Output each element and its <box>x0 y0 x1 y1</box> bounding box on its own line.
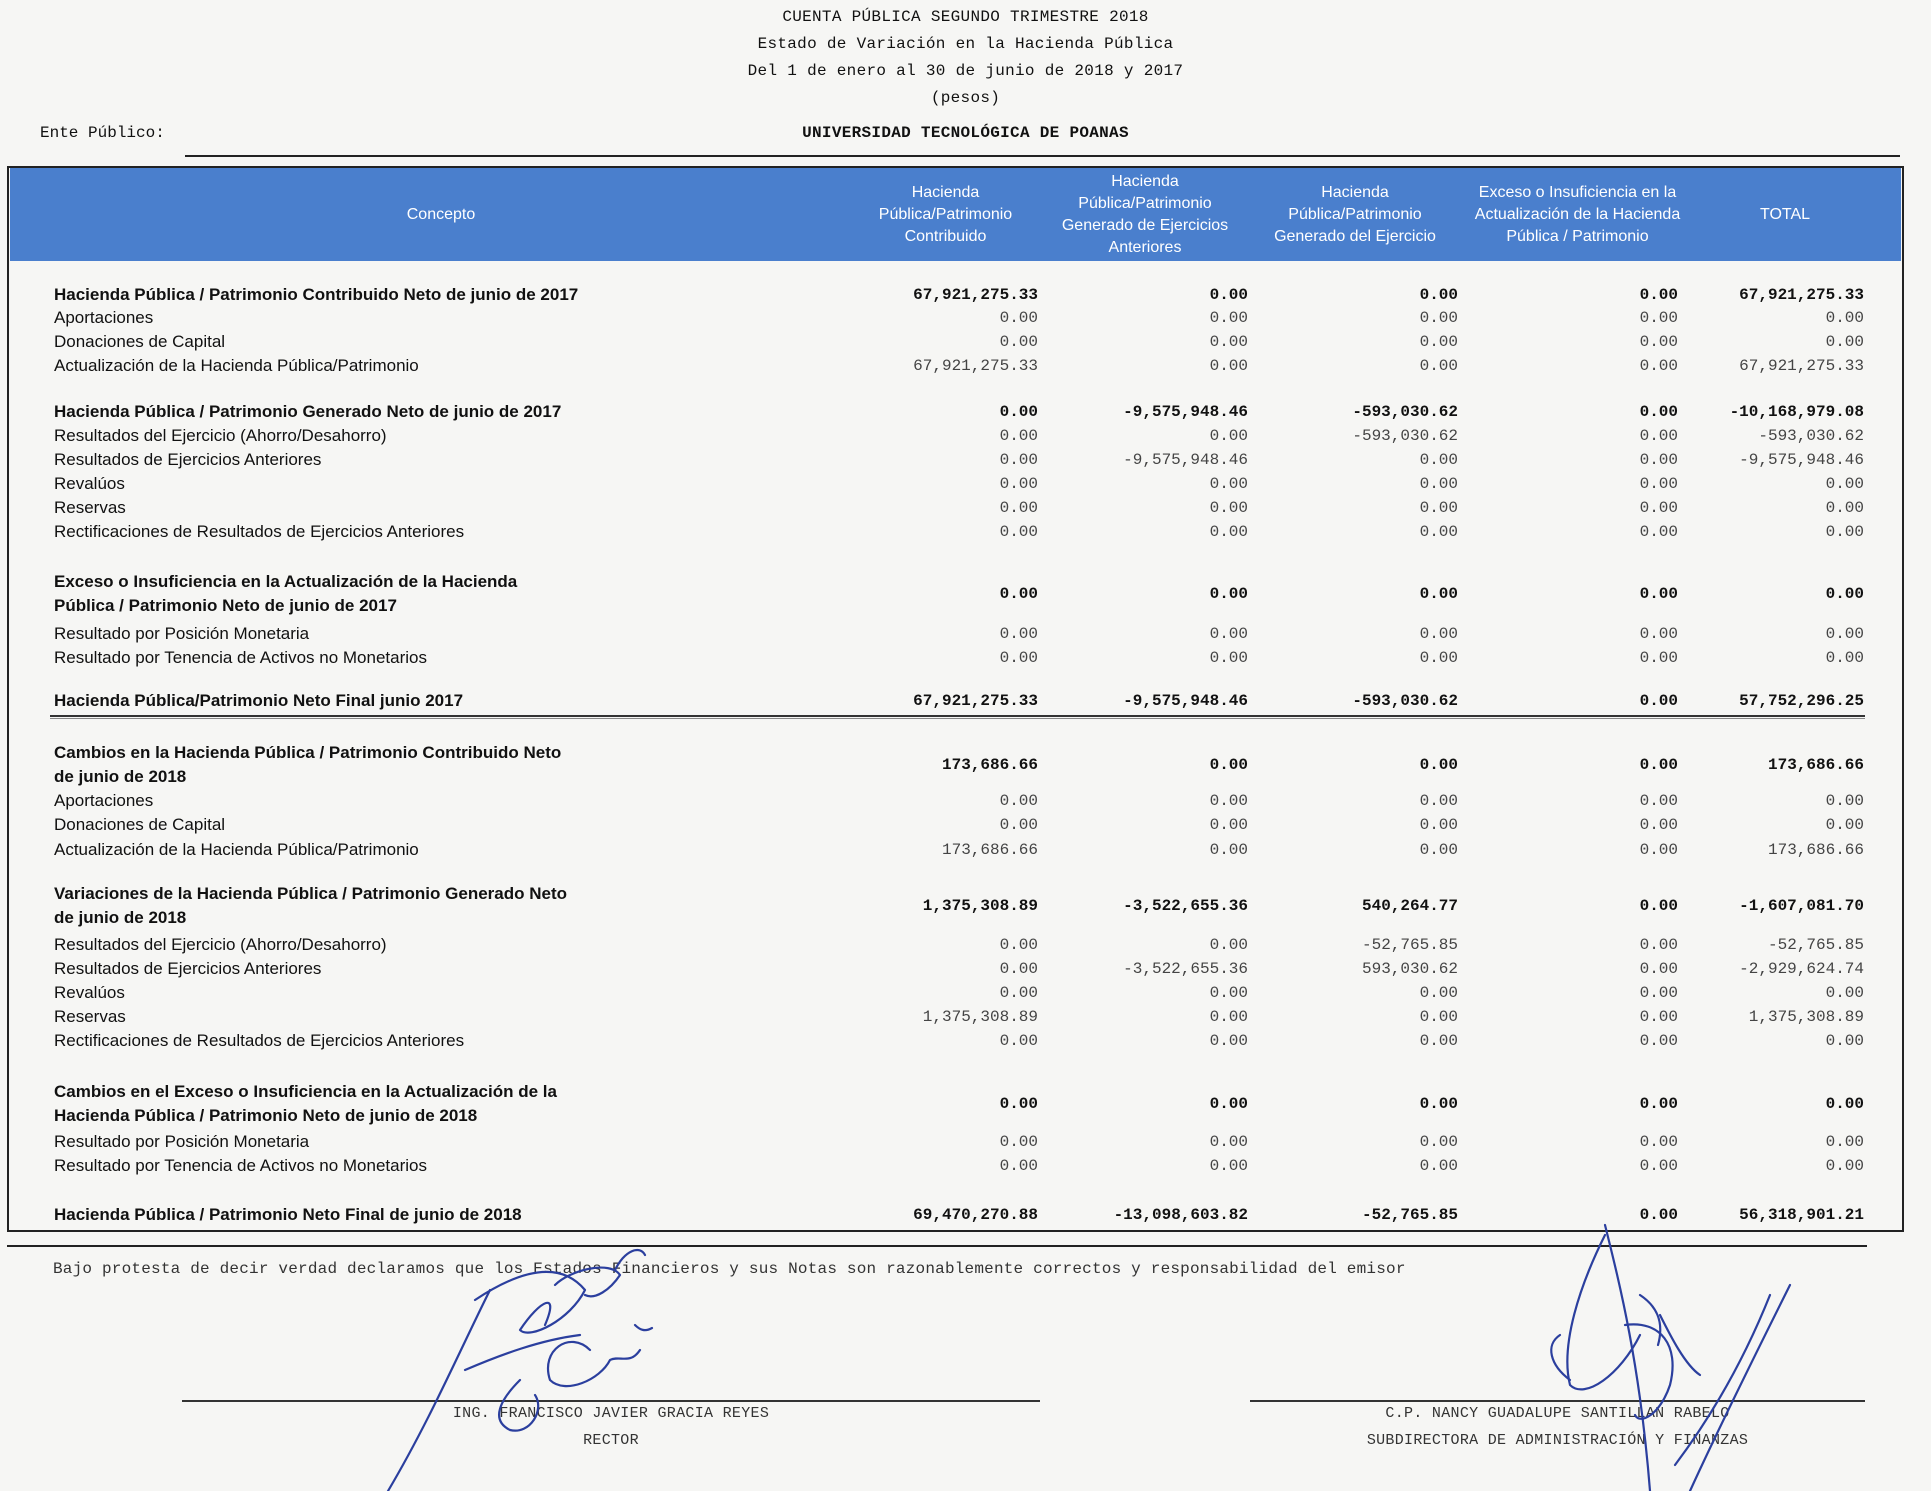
table-row <box>0 789 1931 813</box>
table-row <box>0 306 1931 330</box>
cell-total: -10,168,979.08 <box>1729 403 1864 421</box>
row-label: Hacienda Pública / Patrimonio Contribuido Neto de junio de 2017 <box>54 285 579 304</box>
cell-exceso-insuficiencia: 0.00 <box>1639 897 1678 915</box>
cell-total: 0.00 <box>1825 475 1864 493</box>
cell-ejercicios-anteriores: 0.00 <box>1209 625 1248 643</box>
cell-generado-ejercicio: 0.00 <box>1419 792 1458 810</box>
cell-total: 67,921,275.33 <box>1739 357 1864 375</box>
column-header-total: TOTAL <box>1759 205 1811 223</box>
cell-exceso-insuficiencia: 0.00 <box>1639 357 1678 375</box>
row-label: Actualización de la Hacienda Pública/Patrimonio <box>54 840 419 859</box>
cell-exceso-insuficiencia: 0.00 <box>1639 1008 1678 1026</box>
cell-generado-ejercicio: 0.00 <box>1419 585 1458 603</box>
cell-contribuido: 0.00 <box>999 984 1038 1002</box>
cell-ejercicios-anteriores: 0.00 <box>1209 756 1248 774</box>
report-title: CUENTA PÚBLICA SEGUNDO TRIMESTRE 2018 <box>782 8 1149 26</box>
cell-contribuido: 0.00 <box>999 451 1038 469</box>
table-row <box>0 957 1931 981</box>
cell-ejercicios-anteriores: 0.00 <box>1209 816 1248 834</box>
cell-ejercicios-anteriores: 0.00 <box>1209 792 1248 810</box>
cell-generado-ejercicio: 0.00 <box>1419 1032 1458 1050</box>
cell-total: -2,929,624.74 <box>1739 960 1864 978</box>
cell-exceso-insuficiencia: 0.00 <box>1639 427 1678 445</box>
table-row <box>0 520 1931 544</box>
cell-exceso-insuficiencia: 0.00 <box>1639 475 1678 493</box>
cell-contribuido: 0.00 <box>999 792 1038 810</box>
cell-ejercicios-anteriores: 0.00 <box>1209 649 1248 667</box>
row-label: Donaciones de Capital <box>54 332 226 351</box>
cell-ejercicios-anteriores: 0.00 <box>1209 427 1248 445</box>
cell-total: -52,765.85 <box>1767 936 1864 954</box>
cell-total: 0.00 <box>1825 333 1864 351</box>
cell-total: -1,607,081.70 <box>1739 897 1864 915</box>
cell-total: 0.00 <box>1825 1157 1864 1175</box>
cell-contribuido: 0.00 <box>999 960 1038 978</box>
cell-generado-ejercicio: -52,765.85 <box>1361 1206 1458 1224</box>
cell-ejercicios-anteriores: -3,522,655.36 <box>1123 960 1248 978</box>
cell-ejercicios-anteriores: 0.00 <box>1209 357 1248 375</box>
row-label: Variaciones de la Hacienda Pública / Patrimonio Generado Neto de junio de 2018 <box>54 884 567 927</box>
cell-generado-ejercicio: -52,765.85 <box>1361 936 1458 954</box>
table-row <box>0 882 1931 930</box>
row-label: Reservas <box>54 498 126 517</box>
cell-exceso-insuficiencia: 0.00 <box>1639 403 1678 421</box>
row-label: Resultados de Ejercicios Anteriores <box>54 450 322 469</box>
cell-contribuido: 0.00 <box>999 475 1038 493</box>
row-label: Donaciones de Capital <box>54 815 226 834</box>
signer-rector-title: RECTOR <box>583 1432 639 1449</box>
signer-subdirectora-title: SUBDIRECTORA DE ADMINISTRACIÓN Y FINANZAS <box>1366 1432 1749 1449</box>
cell-generado-ejercicio: 0.00 <box>1419 309 1458 327</box>
row-label: Resultado por Posición Monetaria <box>54 1132 310 1151</box>
ente-name: UNIVERSIDAD TECNOLÓGICA DE POANAS <box>802 124 1129 142</box>
cell-contribuido: 0.00 <box>999 1095 1038 1113</box>
cell-ejercicios-anteriores: -13,098,603.82 <box>1113 1206 1248 1224</box>
cell-exceso-insuficiencia: 0.00 <box>1639 309 1678 327</box>
row-label: Resultado por Tenencia de Activos no Monetarios <box>54 1156 427 1175</box>
cell-exceso-insuficiencia: 0.00 <box>1639 625 1678 643</box>
row-label: Resultados del Ejercicio (Ahorro/Desahorro) <box>54 426 387 445</box>
row-label: Revalúos <box>54 983 125 1002</box>
cell-exceso-insuficiencia: 0.00 <box>1639 1095 1678 1113</box>
cell-ejercicios-anteriores: -9,575,948.46 <box>1123 451 1248 469</box>
report-units: (pesos) <box>930 89 1001 107</box>
signature-rector-icon <box>370 1230 770 1491</box>
table-row <box>0 472 1931 496</box>
cell-generado-ejercicio: 0.00 <box>1419 1157 1458 1175</box>
cell-total: 56,318,901.21 <box>1739 1206 1864 1224</box>
cell-ejercicios-anteriores: -9,575,948.46 <box>1123 403 1248 421</box>
table-row <box>0 981 1931 1005</box>
signature-subdirectora-icon <box>1540 1225 1800 1491</box>
table-row <box>0 741 1931 789</box>
cell-contribuido: 1,375,308.89 <box>922 1008 1038 1026</box>
cell-ejercicios-anteriores: 0.00 <box>1209 585 1248 603</box>
cell-exceso-insuficiencia: 0.00 <box>1639 936 1678 954</box>
cell-exceso-insuficiencia: 0.00 <box>1639 523 1678 541</box>
cell-exceso-insuficiencia: 0.00 <box>1639 960 1678 978</box>
cell-generado-ejercicio: 0.00 <box>1419 649 1458 667</box>
cell-total: -593,030.62 <box>1758 427 1864 445</box>
cell-ejercicios-anteriores: 0.00 <box>1209 1032 1248 1050</box>
cell-generado-ejercicio: 0.00 <box>1419 816 1458 834</box>
column-header-exceso-insuficiencia: Exceso o Insuficiencia en la Actualización de la Hacienda Pública / Patrimonio <box>1474 183 1681 245</box>
cell-generado-ejercicio: 0.00 <box>1419 523 1458 541</box>
cell-contribuido: 0.00 <box>999 523 1038 541</box>
cell-ejercicios-anteriores: 0.00 <box>1209 523 1248 541</box>
table-row <box>0 1154 1931 1178</box>
cell-ejercicios-anteriores: 0.00 <box>1209 286 1248 304</box>
cell-ejercicios-anteriores: 0.00 <box>1209 936 1248 954</box>
section-divider <box>50 715 1865 719</box>
cell-exceso-insuficiencia: 0.00 <box>1639 286 1678 304</box>
cell-ejercicios-anteriores: 0.00 <box>1209 841 1248 859</box>
row-label: Hacienda Pública / Patrimonio Neto Final de junio de 2018 <box>54 1205 522 1224</box>
table-row <box>0 622 1931 646</box>
table-row <box>0 838 1931 862</box>
table-row <box>0 424 1931 448</box>
cell-contribuido: 173,686.66 <box>941 841 1038 859</box>
cell-generado-ejercicio: -593,030.62 <box>1352 692 1458 710</box>
cell-exceso-insuficiencia: 0.00 <box>1639 984 1678 1002</box>
cell-exceso-insuficiencia: 0.00 <box>1639 756 1678 774</box>
cell-generado-ejercicio: 0.00 <box>1419 756 1458 774</box>
cell-total: 0.00 <box>1825 499 1864 517</box>
row-label: Resultado por Tenencia de Activos no Monetarios <box>54 648 427 667</box>
ente-label: Ente Público: <box>40 124 165 142</box>
report-subtitle: Estado de Variación en la Hacienda Pública <box>757 35 1174 53</box>
table-row <box>0 1080 1931 1128</box>
cell-contribuido: 0.00 <box>999 1157 1038 1175</box>
cell-total: 0.00 <box>1825 625 1864 643</box>
report-period: Del 1 de enero al 30 de junio de 2018 y 2017 <box>747 62 1184 80</box>
row-label: Exceso o Insuficiencia en la Actualización de la Hacienda Pública / Patrimonio Neto de junio de 2017 <box>54 572 518 615</box>
cell-ejercicios-anteriores: 0.00 <box>1209 1133 1248 1151</box>
row-label: Resultados de Ejercicios Anteriores <box>54 959 322 978</box>
table-row <box>0 689 1931 713</box>
row-label: Hacienda Pública / Patrimonio Generado Neto de junio de 2017 <box>54 402 562 421</box>
cell-total: 0.00 <box>1825 1133 1864 1151</box>
table-row <box>0 646 1931 670</box>
cell-generado-ejercicio: -593,030.62 <box>1352 427 1458 445</box>
table-row <box>0 448 1931 472</box>
cell-total: 0.00 <box>1825 309 1864 327</box>
cell-total: 0.00 <box>1825 792 1864 810</box>
table-row <box>0 813 1931 837</box>
row-label: Aportaciones <box>54 791 154 810</box>
cell-generado-ejercicio: 0.00 <box>1419 357 1458 375</box>
cell-exceso-insuficiencia: 0.00 <box>1639 692 1678 710</box>
row-label: Cambios en el Exceso o Insuficiencia en la Actualización de la Hacienda Pública / Patrimonio Neto de junio de 2018 <box>54 1082 557 1125</box>
cell-ejercicios-anteriores: -3,522,655.36 <box>1123 897 1248 915</box>
row-label: Revalúos <box>54 474 125 493</box>
cell-total: 173,686.66 <box>1767 841 1864 859</box>
cell-generado-ejercicio: -593,030.62 <box>1352 403 1458 421</box>
cell-total: 0.00 <box>1825 816 1864 834</box>
row-label: Rectificaciones de Resultados de Ejercicios Anteriores <box>54 522 465 541</box>
cell-exceso-insuficiencia: 0.00 <box>1639 585 1678 603</box>
cell-generado-ejercicio: 0.00 <box>1419 475 1458 493</box>
cell-total: 0.00 <box>1825 523 1864 541</box>
cell-ejercicios-anteriores: 0.00 <box>1209 475 1248 493</box>
cell-contribuido: 67,921,275.33 <box>913 692 1038 710</box>
cell-generado-ejercicio: 0.00 <box>1419 286 1458 304</box>
disclaimer-text: Bajo protesta de decir verdad declaramos que los Estados Financieros y sus Notas son razonablemente correctos y responsabilidad del emisor <box>53 1260 1406 1278</box>
cell-contribuido: 0.00 <box>999 1032 1038 1050</box>
column-header-generado-ejercicio: Hacienda Pública/Patrimonio Generado del Ejercicio <box>1274 183 1436 245</box>
table-row <box>0 354 1931 378</box>
cell-contribuido: 1,375,308.89 <box>922 897 1038 915</box>
cell-exceso-insuficiencia: 0.00 <box>1639 816 1678 834</box>
row-label: Reservas <box>54 1007 126 1026</box>
cell-generado-ejercicio: 0.00 <box>1419 625 1458 643</box>
cell-generado-ejercicio: 0.00 <box>1419 451 1458 469</box>
row-label: Rectificaciones de Resultados de Ejercicios Anteriores <box>54 1031 465 1050</box>
row-label: Aportaciones <box>54 308 154 327</box>
cell-ejercicios-anteriores: 0.00 <box>1209 984 1248 1002</box>
table-row <box>0 570 1931 618</box>
cell-contribuido: 0.00 <box>999 309 1038 327</box>
row-label: Hacienda Pública/Patrimonio Neto Final junio 2017 <box>54 691 464 710</box>
cell-total: 1,375,308.89 <box>1748 1008 1864 1026</box>
cell-generado-ejercicio: 0.00 <box>1419 1133 1458 1151</box>
table-row <box>0 283 1931 307</box>
table-row <box>0 330 1931 354</box>
cell-generado-ejercicio: 0.00 <box>1419 499 1458 517</box>
cell-contribuido: 0.00 <box>999 427 1038 445</box>
table-row <box>0 1029 1931 1053</box>
row-label: Resultado por Posición Monetaria <box>54 624 310 643</box>
cell-contribuido: 67,921,275.33 <box>913 286 1038 304</box>
row-label: Actualización de la Hacienda Pública/Patrimonio <box>54 356 419 375</box>
signer-subdirectora-name: C.P. NANCY GUADALUPE SANTILLAN RABELO <box>1385 1405 1730 1422</box>
cell-exceso-insuficiencia: 0.00 <box>1639 499 1678 517</box>
cell-ejercicios-anteriores: 0.00 <box>1209 309 1248 327</box>
cell-total: 57,752,296.25 <box>1739 692 1864 710</box>
column-header-ejercicios-anteriores: Hacienda Pública/Patrimonio Generado de Ejercicios Anteriores <box>1061 172 1229 256</box>
cell-exceso-insuficiencia: 0.00 <box>1639 333 1678 351</box>
row-label: Resultados del Ejercicio (Ahorro/Desahorro) <box>54 935 387 954</box>
cell-total: 0.00 <box>1825 1095 1864 1113</box>
table-row <box>0 1130 1931 1154</box>
cell-exceso-insuficiencia: 0.00 <box>1639 1133 1678 1151</box>
cell-generado-ejercicio: 0.00 <box>1419 984 1458 1002</box>
cell-contribuido: 67,921,275.33 <box>913 357 1038 375</box>
table-row <box>0 1203 1931 1227</box>
cell-exceso-insuficiencia: 0.00 <box>1639 1206 1678 1224</box>
column-header-concepto: Concepto <box>406 205 476 223</box>
cell-ejercicios-anteriores: 0.00 <box>1209 1095 1248 1113</box>
cell-contribuido: 0.00 <box>999 625 1038 643</box>
cell-exceso-insuficiencia: 0.00 <box>1639 1032 1678 1050</box>
cell-ejercicios-anteriores: 0.00 <box>1209 1008 1248 1026</box>
cell-generado-ejercicio: 0.00 <box>1419 333 1458 351</box>
cell-ejercicios-anteriores: 0.00 <box>1209 333 1248 351</box>
cell-generado-ejercicio: 0.00 <box>1419 841 1458 859</box>
cell-total: 0.00 <box>1825 649 1864 667</box>
cell-ejercicios-anteriores: 0.00 <box>1209 499 1248 517</box>
column-header-contribuido: Hacienda Pública/Patrimonio Contribuido <box>878 183 1013 245</box>
cell-contribuido: 0.00 <box>999 936 1038 954</box>
cell-total: -9,575,948.46 <box>1739 451 1864 469</box>
cell-contribuido: 0.00 <box>999 333 1038 351</box>
table-row <box>0 1005 1931 1029</box>
cell-exceso-insuficiencia: 0.00 <box>1639 649 1678 667</box>
cell-generado-ejercicio: 0.00 <box>1419 1095 1458 1113</box>
cell-total: 173,686.66 <box>1767 756 1864 774</box>
cell-exceso-insuficiencia: 0.00 <box>1639 792 1678 810</box>
cell-generado-ejercicio: 0.00 <box>1419 1008 1458 1026</box>
cell-contribuido: 0.00 <box>999 649 1038 667</box>
cell-generado-ejercicio: 540,264.77 <box>1361 897 1458 915</box>
cell-contribuido: 0.00 <box>999 816 1038 834</box>
cell-contribuido: 69,470,270.88 <box>913 1206 1038 1224</box>
cell-total: 0.00 <box>1825 1032 1864 1050</box>
table-row <box>0 496 1931 520</box>
cell-total: 0.00 <box>1825 984 1864 1002</box>
row-label: Cambios en la Hacienda Pública / Patrimonio Contribuido Neto de junio de 2018 <box>54 743 562 786</box>
cell-contribuido: 173,686.66 <box>941 756 1038 774</box>
signer-rector-name: ING. FRANCISCO JAVIER GRACIA REYES <box>452 1405 770 1422</box>
cell-exceso-insuficiencia: 0.00 <box>1639 451 1678 469</box>
table-row <box>0 400 1931 424</box>
cell-ejercicios-anteriores: 0.00 <box>1209 1157 1248 1175</box>
cell-total: 0.00 <box>1825 585 1864 603</box>
table-row <box>0 933 1931 957</box>
cell-total: 67,921,275.33 <box>1739 286 1864 304</box>
cell-contribuido: 0.00 <box>999 585 1038 603</box>
cell-exceso-insuficiencia: 0.00 <box>1639 841 1678 859</box>
cell-generado-ejercicio: 593,030.62 <box>1361 960 1458 978</box>
cell-exceso-insuficiencia: 0.00 <box>1639 1157 1678 1175</box>
cell-ejercicios-anteriores: -9,575,948.46 <box>1123 692 1248 710</box>
cell-contribuido: 0.00 <box>999 1133 1038 1151</box>
cell-contribuido: 0.00 <box>999 499 1038 517</box>
cell-contribuido: 0.00 <box>999 403 1038 421</box>
